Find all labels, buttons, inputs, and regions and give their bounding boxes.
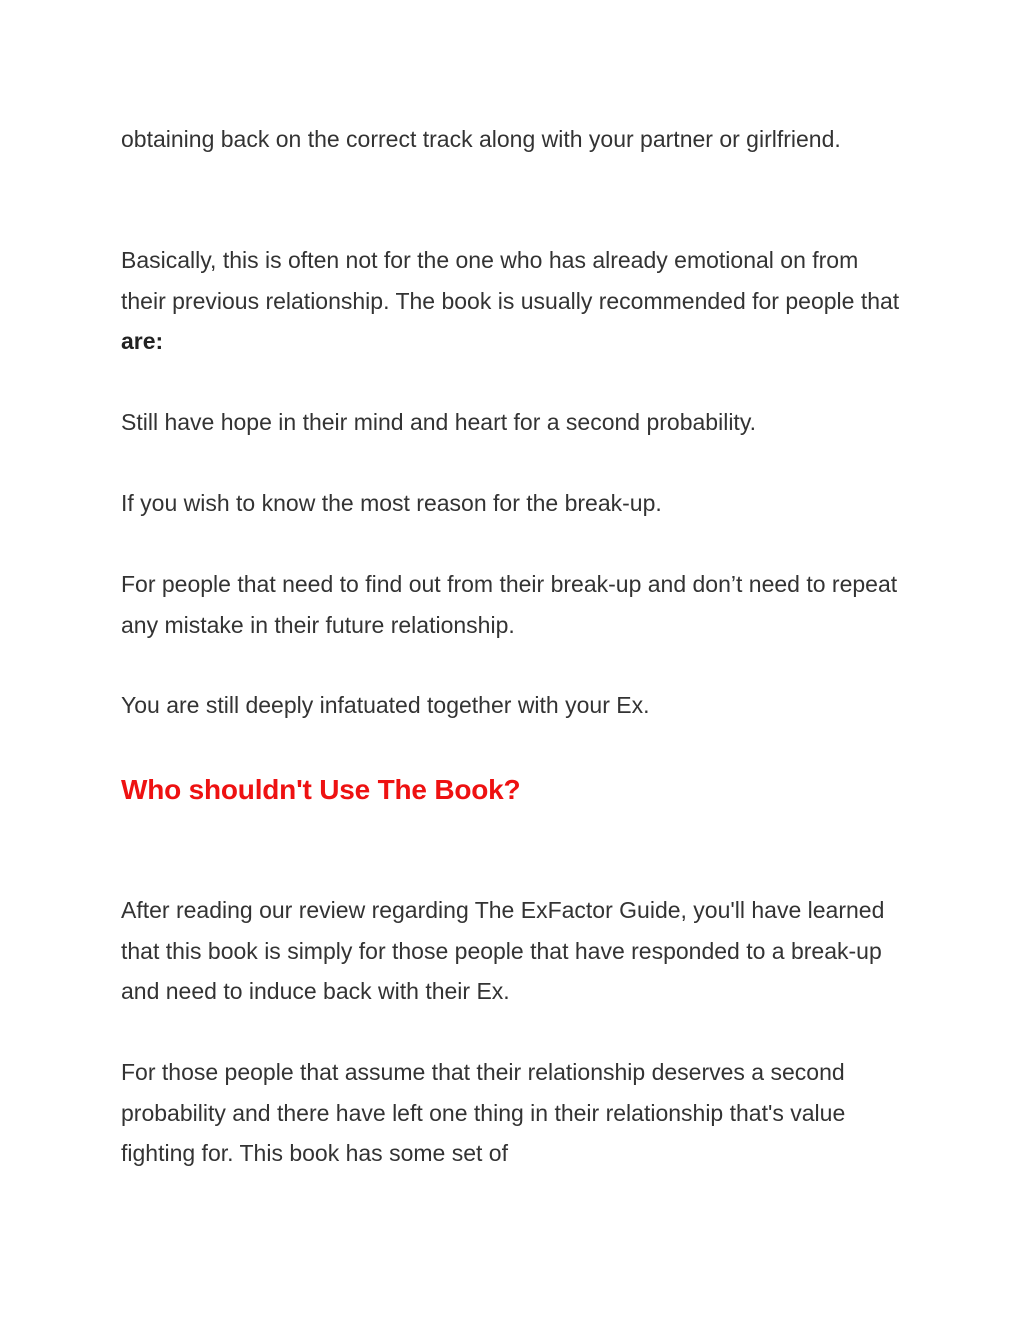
paragraph-4-text: If you wish to know the most reason for the break-up. bbox=[121, 490, 662, 516]
paragraph-1-text: obtaining back on the correct track along with your partner or girlfriend. bbox=[121, 126, 841, 152]
paragraph-2-bold-suffix: are: bbox=[121, 328, 164, 354]
paragraph-3 bbox=[121, 402, 901, 443]
paragraph-4 bbox=[121, 483, 901, 524]
paragraph-2 bbox=[121, 240, 901, 362]
paragraph-5 bbox=[121, 564, 901, 645]
paragraph-7-text: After reading our review regarding The ExFactor Guide, you'll have learned that this book is simply for those people that have responded to a break-up and need to induce back with their Ex. bbox=[121, 897, 885, 1004]
paragraph-6 bbox=[121, 685, 901, 726]
section-heading: Who shouldn't Use The Book? bbox=[121, 774, 521, 805]
paragraph-3-text: Still have hope in their mind and heart for a second probability. bbox=[121, 409, 757, 435]
paragraph-1 bbox=[121, 119, 901, 160]
paragraph-6-text: You are still deeply infatuated together with your Ex. bbox=[121, 692, 650, 718]
paragraph-2-text: Basically, this is often not for the one who has already emotional on from their previous relationship. The book is usually recommended for people that bbox=[121, 247, 900, 314]
paragraph-5-text: For people that need to find out from their break-up and don’t need to repeat any mistake in their future relationship. bbox=[121, 571, 898, 638]
paragraph-7 bbox=[121, 890, 901, 1012]
paragraph-8-text: For those people that assume that their relationship deserves a second probability and there have left one thing in their relationship that's value fighting for. This book has some set of bbox=[121, 1059, 846, 1166]
paragraph-8 bbox=[121, 1052, 901, 1174]
